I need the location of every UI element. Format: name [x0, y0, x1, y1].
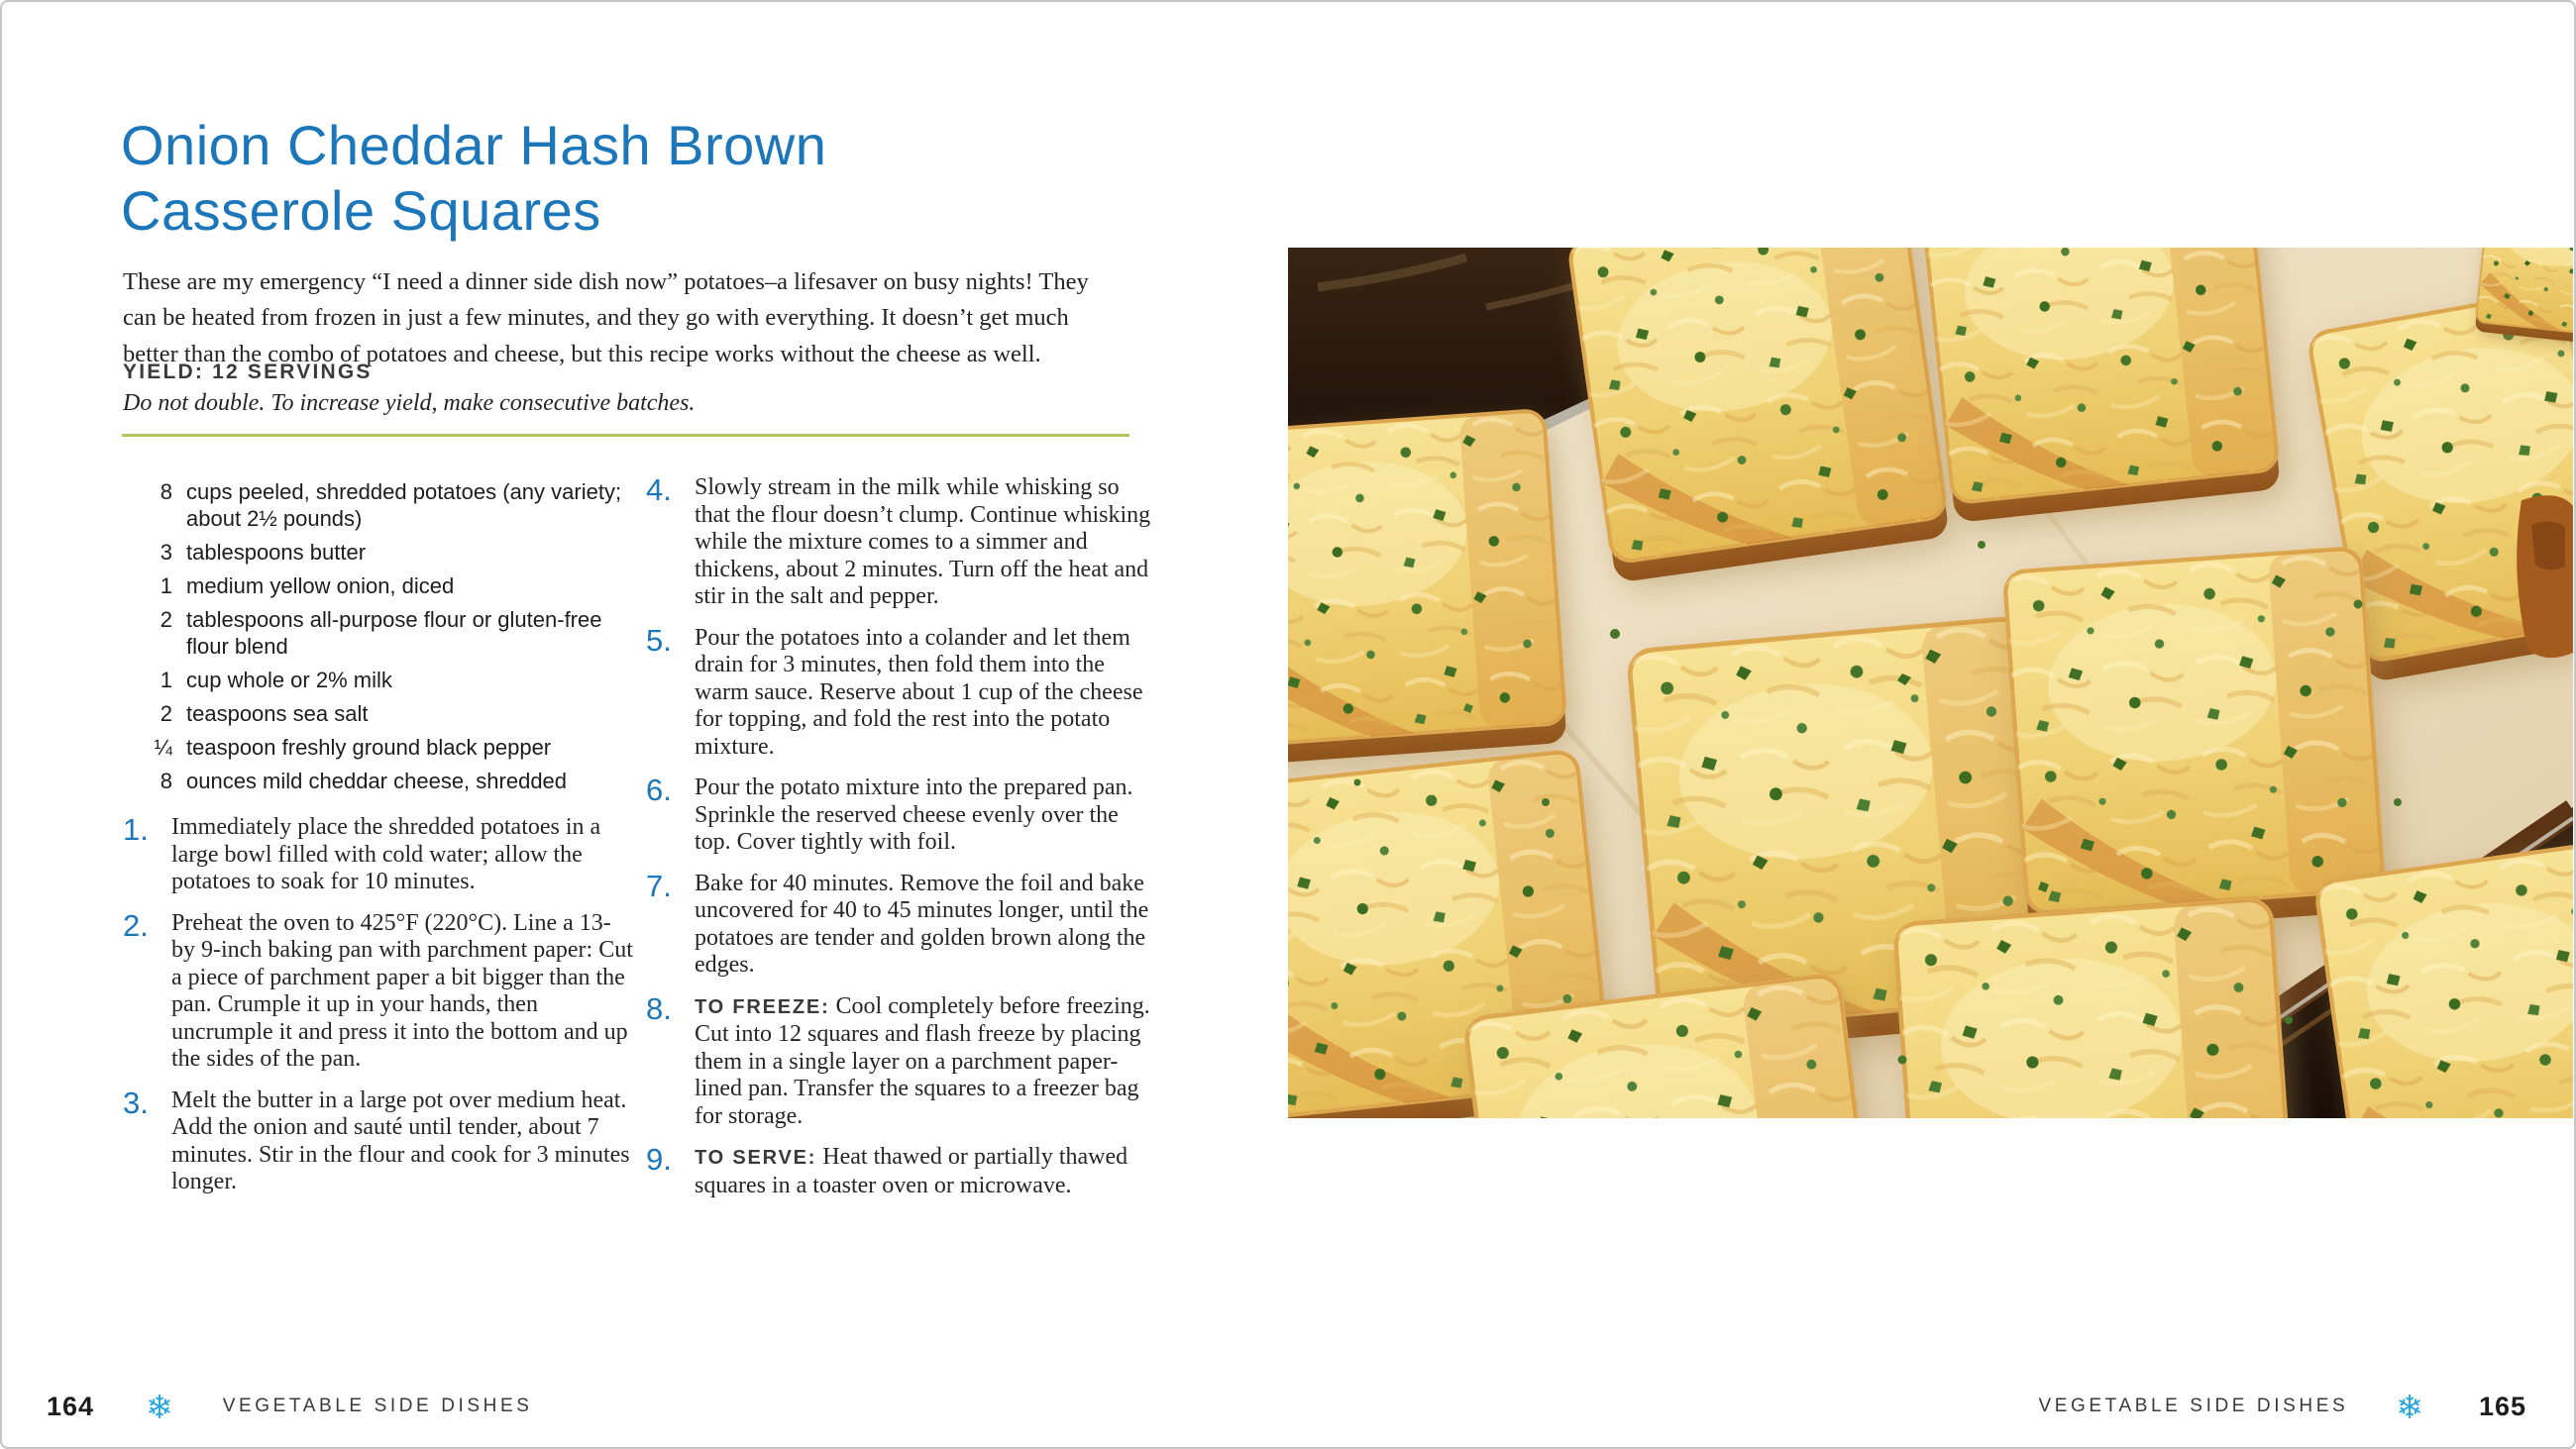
hash-brown-square [1921, 248, 2289, 529]
ingredients-list [123, 478, 633, 801]
ingredient-text: tablespoons butter [186, 540, 367, 565]
ingredient-qty: 2 [160, 607, 172, 632]
ingredient-text: ounces mild cheddar cheese, shredded [186, 769, 568, 793]
recipe-note: Do not double. To increase yield, make consecutive batches. [123, 390, 696, 416]
snowflake-icon: ❄ [2396, 1388, 2423, 1425]
step-text [171, 910, 640, 1074]
step-row [646, 1144, 1153, 1199]
footer-left [47, 1385, 533, 1428]
hash-brown-square [2474, 248, 2573, 352]
step-row [123, 814, 640, 896]
section-divider [122, 434, 1129, 437]
step-text [695, 1144, 1153, 1199]
ingredient-row [123, 539, 633, 566]
ingredient-text: teaspoon freshly ground black pepper [186, 735, 552, 760]
ingredient-text: medium yellow onion, diced [186, 573, 455, 598]
step-row [646, 474, 1153, 611]
ingredient-row [123, 478, 633, 532]
step-row [646, 622, 1153, 762]
step-body: Cool completely before freezing. Cut into 12 squares and flash freeze by placing them in a single layer on a parchment paper-lined pan. Transfer the squares to a freezer bag for storage. [695, 992, 1150, 1129]
ingredient-row [123, 768, 633, 794]
ingredient-qty: 3 [160, 540, 172, 565]
step-row [646, 868, 1153, 980]
ingredient-qty: 1 [160, 573, 172, 598]
crispy-edge-piece [2517, 495, 2573, 658]
ingredient-row [123, 606, 633, 660]
section-label-right: VEGETABLE SIDE DISHES [2038, 1396, 2349, 1416]
step-body: Immediately place the shredded potatoes in a large bowl filled with cold water; allow the potatoes to soak for 10 minutes. [171, 814, 601, 894]
ingredient-qty: 8 [160, 769, 172, 793]
ingredient-text: cup whole or 2% milk [186, 668, 392, 692]
hash-brown-photo-illustration [1288, 248, 2573, 1118]
ingredient-qty: 8 [160, 479, 172, 504]
page-number-left: 164 [47, 1391, 95, 1421]
page-number-right: 165 [2478, 1391, 2526, 1421]
step-text [695, 625, 1153, 762]
step-body: Preheat the oven to 425°F (220°C). Line a 13- by 9-inch baking pan with parchment paper: Cut a piece of parchment paper a bit bigger than the pan. Crumple it up in your hands, then uncrumple it and press it into the bottom and up the sides of the pan. [171, 909, 633, 1072]
step-body: Pour the potatoes into a colander and let them drain for 3 minutes, then fold them into the warm sauce. Reserve about 1 cup of the cheese for topping, and fold the rest into the potato mixture. [695, 624, 1143, 760]
step-body: Heat thawed or partially thawed squares in a toaster oven or microwave. [695, 1144, 1128, 1198]
step-row [646, 775, 1153, 857]
recipe-photo [1288, 248, 2573, 1118]
footer-right [2038, 1385, 2526, 1428]
step-number: 5. [646, 622, 672, 658]
hash-brown-square [1894, 898, 2305, 1118]
ingredient-qty: 2 [160, 701, 172, 726]
step-text [171, 1087, 640, 1196]
ingredient-row [123, 572, 633, 599]
step-number: 3. [123, 1085, 149, 1120]
ingredient-text: tablespoons all-purpose flour or gluten-free flour blend [186, 607, 602, 659]
step-number: 4. [646, 472, 672, 507]
step-row [123, 907, 640, 1074]
step-row [646, 990, 1153, 1131]
step-number: 2. [123, 907, 149, 943]
recipe-title-line1: Onion Cheddar Hash Brown [121, 113, 827, 176]
snowflake-icon: ❄ [146, 1388, 173, 1425]
step-label: TO FREEZE: [695, 995, 830, 1018]
step-number: 8. [646, 990, 672, 1026]
step-number: 7. [646, 868, 672, 903]
step-text [695, 993, 1153, 1131]
step-text [171, 814, 640, 896]
recipe-title-line2: Casserole Squares [121, 178, 601, 242]
step-text [695, 871, 1153, 980]
ingredient-qty: 1 [160, 668, 172, 692]
step-number: 9. [646, 1142, 672, 1177]
step-label: TO SERVE: [695, 1147, 817, 1169]
recipe-intro: These are my emergency “I need a dinner side dish now” potatoes–a lifesaver on busy nights! They can be heated from frozen in just a few minutes, and they go with everything. It doesn’t get much better than the combo of potatoes and cheese, but this recipe works without the cheese as well. [123, 267, 1089, 367]
hash-brown-square [1288, 409, 1574, 772]
step-body: Pour the potato mixture into the prepared pan. Sprinkle the reserved cheese evenly over the top. Cover tightly with foil. [695, 775, 1133, 855]
ingredient-row [123, 734, 633, 761]
yield-label: YIELD: 12 SERVINGS [123, 361, 373, 383]
hash-brown-square [1568, 248, 1958, 589]
section-label-left: VEGETABLE SIDE DISHES [222, 1396, 533, 1416]
ingredient-row [123, 667, 633, 693]
ingredient-qty: ¼ [154, 735, 172, 760]
step-body: Melt the butter in a large pot over medium heat. Add the onion and sauté until tender, about 7 minutes. Stir in the flour and cook for 3 minutes longer. [171, 1087, 630, 1194]
steps-column-left [123, 814, 640, 1210]
ingredient-text: cups peeled, shredded potatoes (any variety; about 2½ pounds) [186, 479, 622, 531]
step-number: 1. [123, 812, 149, 847]
ingredient-row [123, 700, 633, 727]
step-text [695, 775, 1153, 857]
recipe-title [121, 113, 826, 244]
step-row [123, 1087, 640, 1196]
ingredient-text: teaspoons sea salt [186, 701, 369, 726]
steps-column-right [646, 474, 1153, 1213]
step-text [695, 474, 1153, 611]
step-body: Slowly stream in the milk while whisking so that the flour doesn’t clump. Continue whisking while the mixture comes to a simmer and thickens, about 2 minutes. Turn off the heat and stir in the salt and pepper. [695, 474, 1151, 609]
step-number: 6. [646, 773, 672, 807]
step-body: Bake for 40 minutes. Remove the foil and bake uncovered for 40 to 45 minutes longer, until the potatoes are tender and golden brown along the edges. [695, 870, 1149, 978]
